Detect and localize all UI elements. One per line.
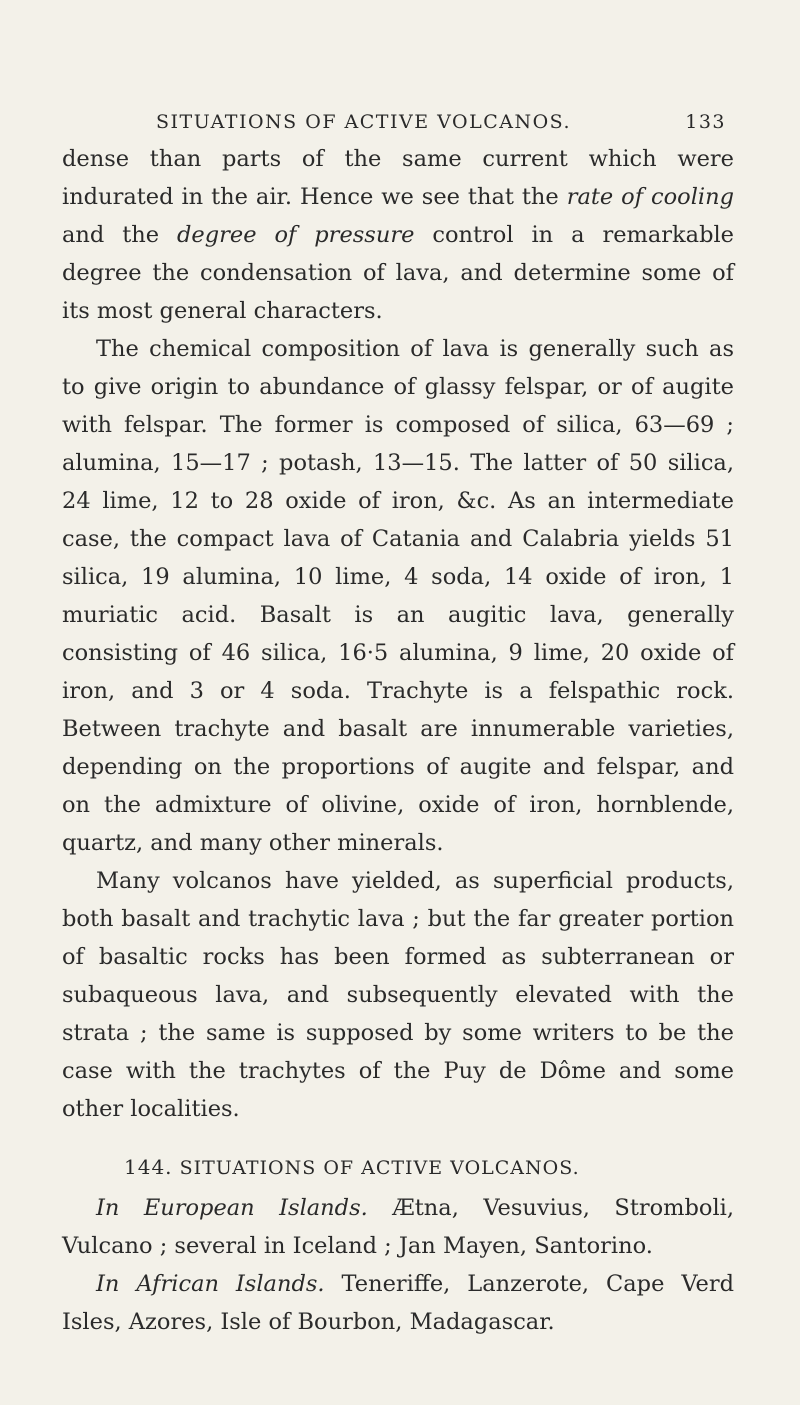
body-text	[62, 140, 734, 1341]
paragraph-european-islands	[62, 1189, 734, 1265]
paragraph-text: and the	[62, 222, 178, 248]
paragraph-chemical-composition: The chemical composition of lava is generally such as to give origin to abundance of glassy felspar, or of augite with felspar. The former is composed of silica, 63—69 ; alumina, 15—17 ; potash, 13—15. The latter of 50 silica, 24 lime, 12 to 28 oxide of iron, &c. As an intermediate case, the compact lava of Catania and Calabria yields 51 silica, 19 alumina, 10 lime, 4 soda, 14 oxide of iron, 1 muriatic acid. Basalt is an augitic lava, generally consisting of 46 silica, 16·5 alumina, 9 lime, 20 oxide of iron, and 3 or 4 soda. Trachyte is a felspathic rock. Between trachyte and basalt are innumerable varieties, depending on the proportions of augite and felspar, and on the admixture of olivine, oxide of iron, hornblende, quartz, and many other minerals.	[62, 336, 734, 856]
section-title: SITUATIONS OF ACTIVE VOLCANOS.	[179, 1157, 580, 1179]
paragraph-basalt-trachyte: Many volcanos have yielded, as superficial products, both basalt and trachytic lava ; but the far greater portion of basaltic rocks has been formed as subterranean or subaqueous lava, and subsequently elevated with the strata ; the same is supposed by some writers to be the case with the trachytes of the Puy de Dôme and some other localities.	[62, 868, 734, 1122]
section-heading	[62, 1148, 734, 1187]
region-list: Ætna, Vesuvius, Stromboli, Vulcano ; several in Iceland ; Jan Mayen, Santorino.	[62, 1195, 734, 1259]
region-label: In European Islands.	[96, 1195, 368, 1221]
paragraph-text: control in a remarkable degree the condensation of lava, and determine some of its most general characters.	[62, 222, 734, 324]
italic-degree-of-pressure: degree of pressure	[177, 222, 415, 248]
region-list: Teneriffe, Lanzerote, Cape Verd Isles, Azores, Isle of Bourbon, Madagascar.	[62, 1271, 734, 1335]
running-title: SITUATIONS OF ACTIVE VOLCANOS.	[156, 111, 572, 133]
page-number: 133	[685, 111, 726, 133]
italic-rate-of-cooling: rate of cooling	[566, 184, 734, 210]
paragraph-african-islands	[62, 1265, 734, 1341]
region-label: In African Islands.	[96, 1271, 325, 1297]
section-number: 144.	[124, 1155, 173, 1179]
paragraph-cooling-pressure	[62, 140, 734, 330]
paragraph-text: dense than parts of the same current which were indurated in the air. Hence we see that the	[62, 146, 734, 210]
